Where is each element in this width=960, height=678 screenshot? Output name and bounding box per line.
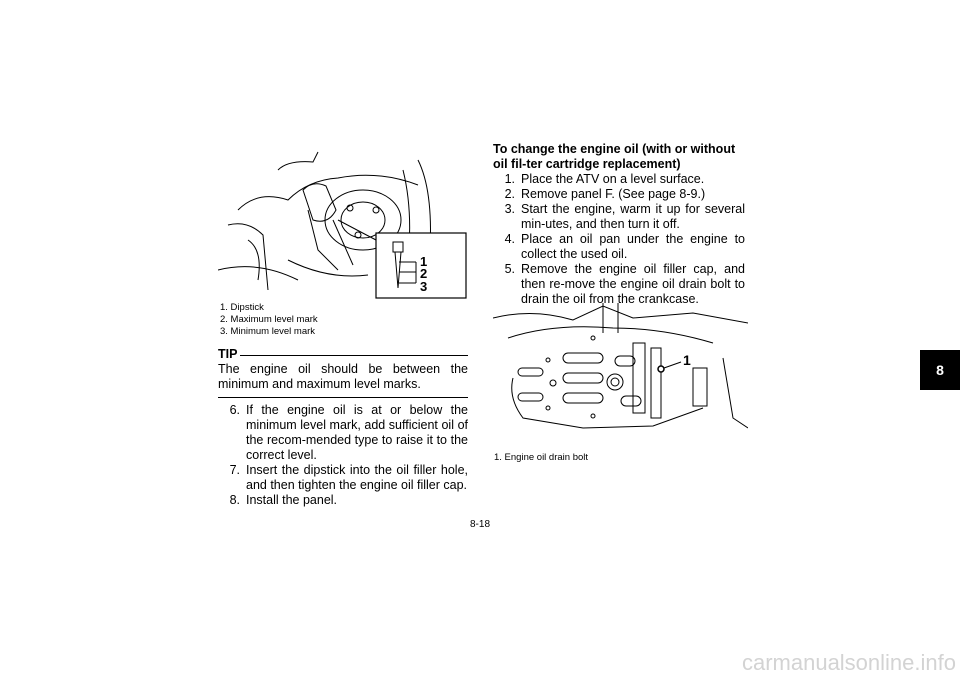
step-text: Remove the engine oil filler cap, and then re-move the engine oil drain bolt to drain the oil from the crankcase. [521, 262, 745, 306]
watermark: carmanualsonline.info [741, 650, 956, 675]
step-text: Place the ATV on a level surface. [521, 172, 705, 186]
section-heading: To change the engine oil (with or without oil fil-ter cartridge replacement) [493, 142, 736, 171]
caption-min-level: 3. Minimum level mark [220, 326, 316, 337]
step-3 [493, 202, 745, 232]
page-number: 8-18 [469, 519, 490, 530]
step-number: 4. [504, 232, 515, 246]
step-text: If the engine oil is at or below the minimum level mark, add sufficient oil of the recom-mended type to raise it to the correct level. [246, 403, 468, 462]
step-number: 2. [504, 187, 515, 201]
tip-title: TIP [218, 347, 240, 361]
step-number: 8. [229, 493, 240, 507]
step-1 [493, 172, 745, 187]
step-text: Insert the dipstick into the oil filler hole, and then tighten the engine oil filler cap. [246, 463, 468, 492]
tip-text: The engine oil should be between the minimum and maximum level marks. [218, 362, 468, 391]
step-number: 5. [504, 262, 515, 276]
callout-2: 2 [420, 266, 428, 281]
right-figure-caption: 1. Engine oil drain bolt [494, 452, 589, 463]
step-text: Start the engine, warm it up for several min-utes, and then turn it off. [521, 202, 745, 231]
left-steps [218, 403, 468, 508]
step-6 [218, 403, 468, 463]
step-7 [218, 463, 468, 493]
step-8 [218, 493, 468, 508]
step-text: Place an oil pan under the engine to collect the used oil. [521, 232, 745, 261]
tip-box [218, 345, 468, 398]
left-figure-captions [220, 302, 470, 338]
right-steps [493, 172, 745, 307]
step-number: 6. [229, 403, 240, 417]
step-text: Install the panel. [246, 493, 338, 507]
chapter-tab: 8 [920, 350, 960, 390]
step-number: 7. [229, 463, 240, 477]
step-number: 3. [504, 202, 515, 216]
step-4 [493, 232, 745, 262]
caption-max-level: 2. Maximum level mark [220, 314, 318, 325]
step-number: 1. [504, 172, 515, 186]
callout-3: 3 [420, 279, 428, 294]
right-section [493, 142, 745, 307]
step-text: Remove panel F. (See page 8-9.) [521, 187, 706, 201]
dipstick-illustration [218, 150, 468, 300]
step-2 [493, 187, 745, 202]
drain-bolt-illustration [493, 298, 748, 448]
callout-drain-bolt: 1 [683, 352, 691, 368]
caption-dipstick: 1. Dipstick [220, 302, 264, 313]
callout-1: 1 [420, 254, 428, 269]
